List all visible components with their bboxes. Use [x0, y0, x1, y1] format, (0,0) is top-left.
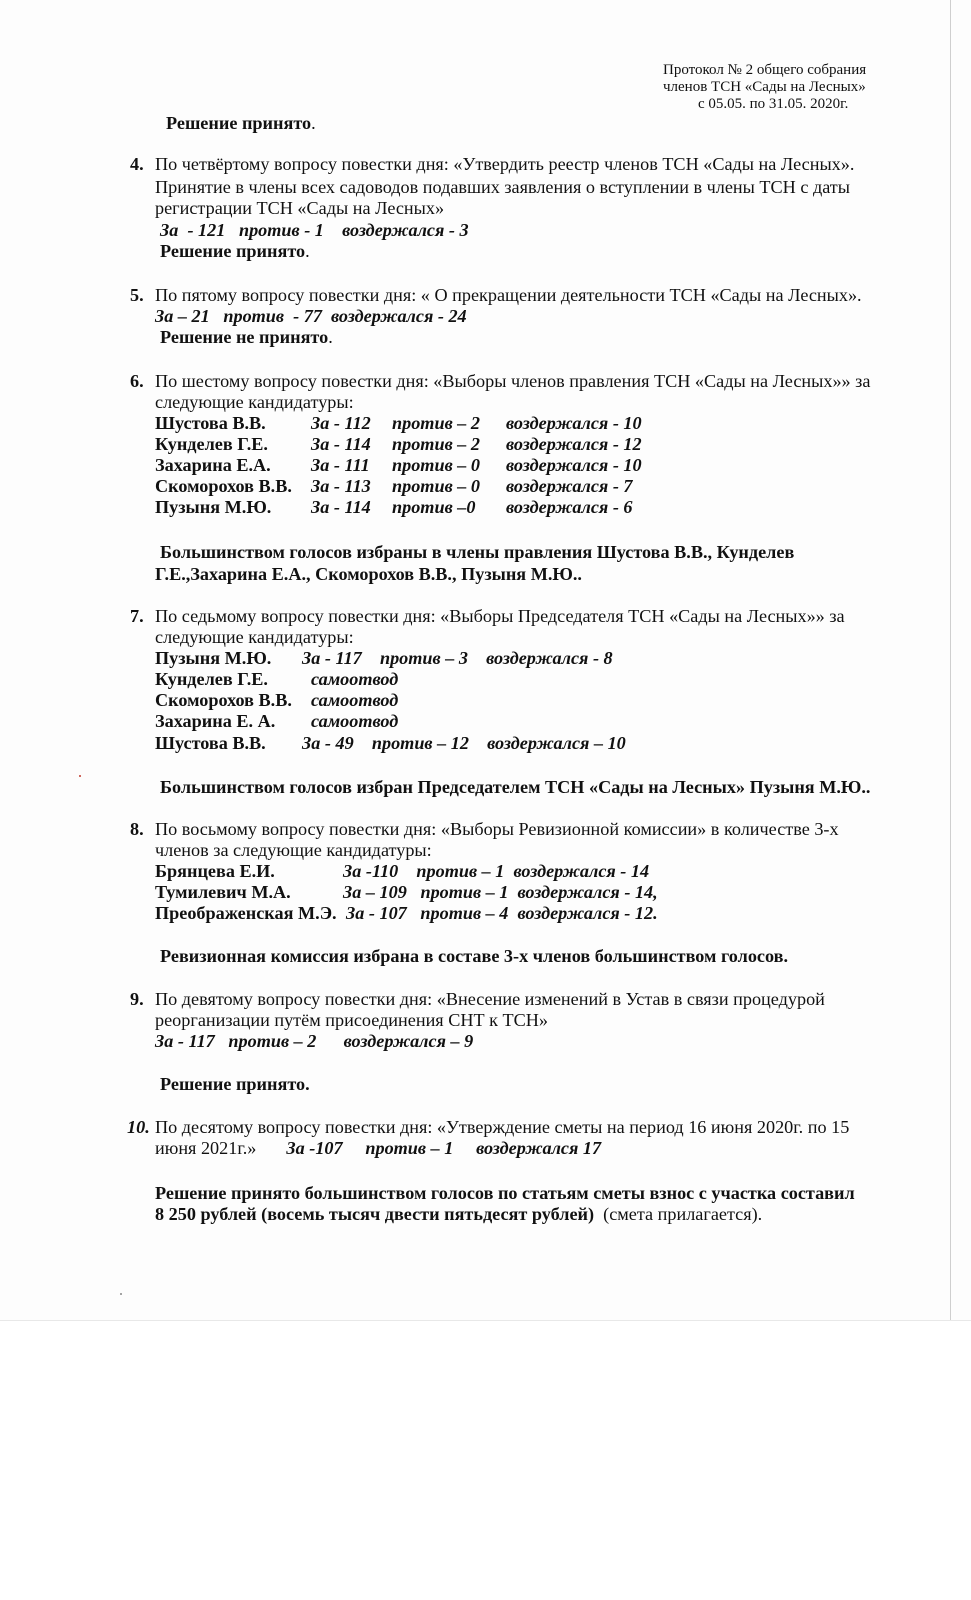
page-bottom-edge — [0, 1320, 971, 1321]
q9-decision: Решение принято. — [160, 1074, 310, 1094]
q6-text-line2: следующие кандидатуры: — [155, 392, 354, 412]
q7-text-line1: По седьмому вопросу повестки дня: «Выборы Председателя ТСН «Сады на Лесных»» за — [155, 606, 845, 626]
candidate-name: Захарина Е. А. — [155, 711, 276, 731]
candidate-name: Кунделев Г.Е. — [155, 434, 268, 454]
candidate-name: Захарина Е.А. — [155, 455, 271, 475]
votes-against: против – 0 — [392, 455, 480, 475]
candidate-votes: За -110 против – 1 воздержался - 14 — [343, 861, 650, 881]
scan-speck — [79, 775, 81, 777]
votes-abstained: воздержался - 10 — [506, 455, 642, 475]
votes-abstained: воздержался - 7 — [506, 476, 633, 496]
votes-for: За - 114 — [311, 497, 371, 517]
q9-votes: За - 117 против – 2 воздержался – 9 — [155, 1031, 474, 1051]
q6-result-line1: Большинством голосов избраны в члены правления Шустова В.В., Кунделев — [160, 542, 795, 562]
q7-text-line2: следующие кандидатуры: — [155, 627, 354, 647]
scan-speck — [120, 1293, 122, 1295]
candidate-name: Шустова В.В. — [155, 413, 266, 433]
q5-number: 5. — [130, 285, 144, 305]
candidate-name: Преображенская М.Э. — [155, 903, 337, 923]
candidate-votes: За - 49 против – 12 воздержался – 10 — [302, 733, 626, 753]
candidate-name: Пузыня М.Ю. — [155, 648, 272, 668]
q5-votes: За – 21 против - 77 воздержался - 24 — [155, 306, 467, 326]
protocol-header-line2: членов ТСН «Сады на Лесных» — [663, 79, 866, 95]
q9-text-line1: По девятому вопросу повестки дня: «Внесение изменений в Устав в связи процедурой — [155, 989, 825, 1009]
protocol-header-line1: Протокол № 2 общего собрания — [663, 62, 867, 78]
q6-result-line2: Г.Е.,Захарина Е.А., Скоморохов В.В., Пузыня М.Ю.. — [155, 564, 582, 584]
q8-number: 8. — [130, 819, 144, 839]
q8-result: Ревизионная комиссия избрана в составе 3-х членов большинством голосов. — [160, 946, 789, 966]
votes-against: против – 2 — [392, 434, 480, 454]
protocol-header-line3: с 05.05. по 31.05. 2020г. — [698, 96, 849, 112]
q10-text-line2: июня 2021г.» За -107 против – 1 воздержался 17 — [155, 1138, 602, 1158]
candidate-name: Кунделев Г.Е. — [155, 669, 268, 689]
votes-for: За - 114 — [311, 434, 371, 454]
q6-text-line1: По шестому вопросу повестки дня: «Выборы членов правления ТСН «Сады на Лесных»» за — [155, 371, 871, 391]
q4-text-line3: регистрации ТСН «Сады на Лесных» — [155, 198, 445, 218]
candidate-name: Скоморохов В.В. — [155, 690, 292, 710]
q5-text-line1: По пятому вопросу повестки дня: « О прекращении деятельности ТСН «Сады на Лесных». — [155, 285, 862, 305]
candidate-votes: За - 117 против – 3 воздержался - 8 — [302, 648, 613, 668]
votes-abstained: воздержался - 6 — [506, 497, 633, 517]
candidate-votes: самоотвод — [311, 711, 399, 731]
candidate-name: Пузыня М.Ю. — [155, 497, 272, 517]
q10-result-line2: 8 250 рублей (восемь тысяч двести пятьдесят рублей) (смета прилагается). — [155, 1204, 763, 1224]
candidate-votes: За – 109 против – 1 воздержался - 14, — [343, 882, 658, 902]
candidate-name: Шустова В.В. — [155, 733, 266, 753]
candidate-name: Тумилевич М.А. — [155, 882, 291, 902]
q4-number: 4. — [130, 154, 144, 174]
candidate-votes: За - 107 против – 4 воздержался - 12. — [346, 903, 658, 923]
q9-number: 9. — [130, 989, 144, 1009]
candidate-name: Брянцева Е.И. — [155, 861, 275, 881]
q9-text-line2: реорганизации путём присоединения СНТ к ТСН» — [155, 1010, 548, 1030]
votes-abstained: воздержался - 12 — [506, 434, 642, 454]
q8-text-line1: По восьмому вопросу повестки дня: «Выборы Ревизионной комиссии» в количестве 3-х — [155, 819, 839, 839]
votes-for: За - 111 — [311, 455, 370, 475]
candidate-name: Скоморохов В.В. — [155, 476, 292, 496]
top-decision: Решение принято. — [166, 113, 316, 133]
scan-edge-line — [950, 0, 951, 1320]
q6-number: 6. — [130, 371, 144, 391]
votes-against: против – 0 — [392, 476, 480, 496]
votes-against: против – 2 — [392, 413, 480, 433]
candidate-votes: самоотвод — [311, 669, 399, 689]
votes-for: За - 112 — [311, 413, 371, 433]
q4-decision: Решение принято. — [160, 241, 310, 261]
q7-result: Большинством голосов избран Председателем ТСН «Сады на Лесных» Пузыня М.Ю.. — [160, 777, 871, 797]
q10-number: 10. — [127, 1117, 150, 1137]
q4-votes: За - 121 против - 1 воздержался - 3 — [160, 220, 469, 240]
q8-text-line2: членов за следующие кандидатуры: — [155, 840, 432, 860]
q10-votes: За -107 против – 1 воздержался 17 — [286, 1138, 602, 1158]
q10-result-line1: Решение принято большинством голосов по статьям сметы взнос с участка составил — [155, 1183, 855, 1203]
q5-decision: Решение не принято. — [160, 327, 333, 347]
q10-text-line1: По десятому вопросу повестки дня: «Утверждение сметы на период 16 июня 2020г. по 15 — [155, 1117, 850, 1137]
votes-against: против –0 — [392, 497, 476, 517]
candidate-votes: самоотвод — [311, 690, 399, 710]
q4-text-line2: Принятие в члены всех садоводов подавших заявления о вступлении в члены ТСН с даты — [155, 177, 850, 197]
votes-for: За - 113 — [311, 476, 371, 496]
q7-number: 7. — [130, 606, 144, 626]
q4-text-line1: По четвёртому вопросу повестки дня: «Утвердить реестр членов ТСН «Сады на Лесных». — [155, 154, 855, 174]
votes-abstained: воздержался - 10 — [506, 413, 642, 433]
